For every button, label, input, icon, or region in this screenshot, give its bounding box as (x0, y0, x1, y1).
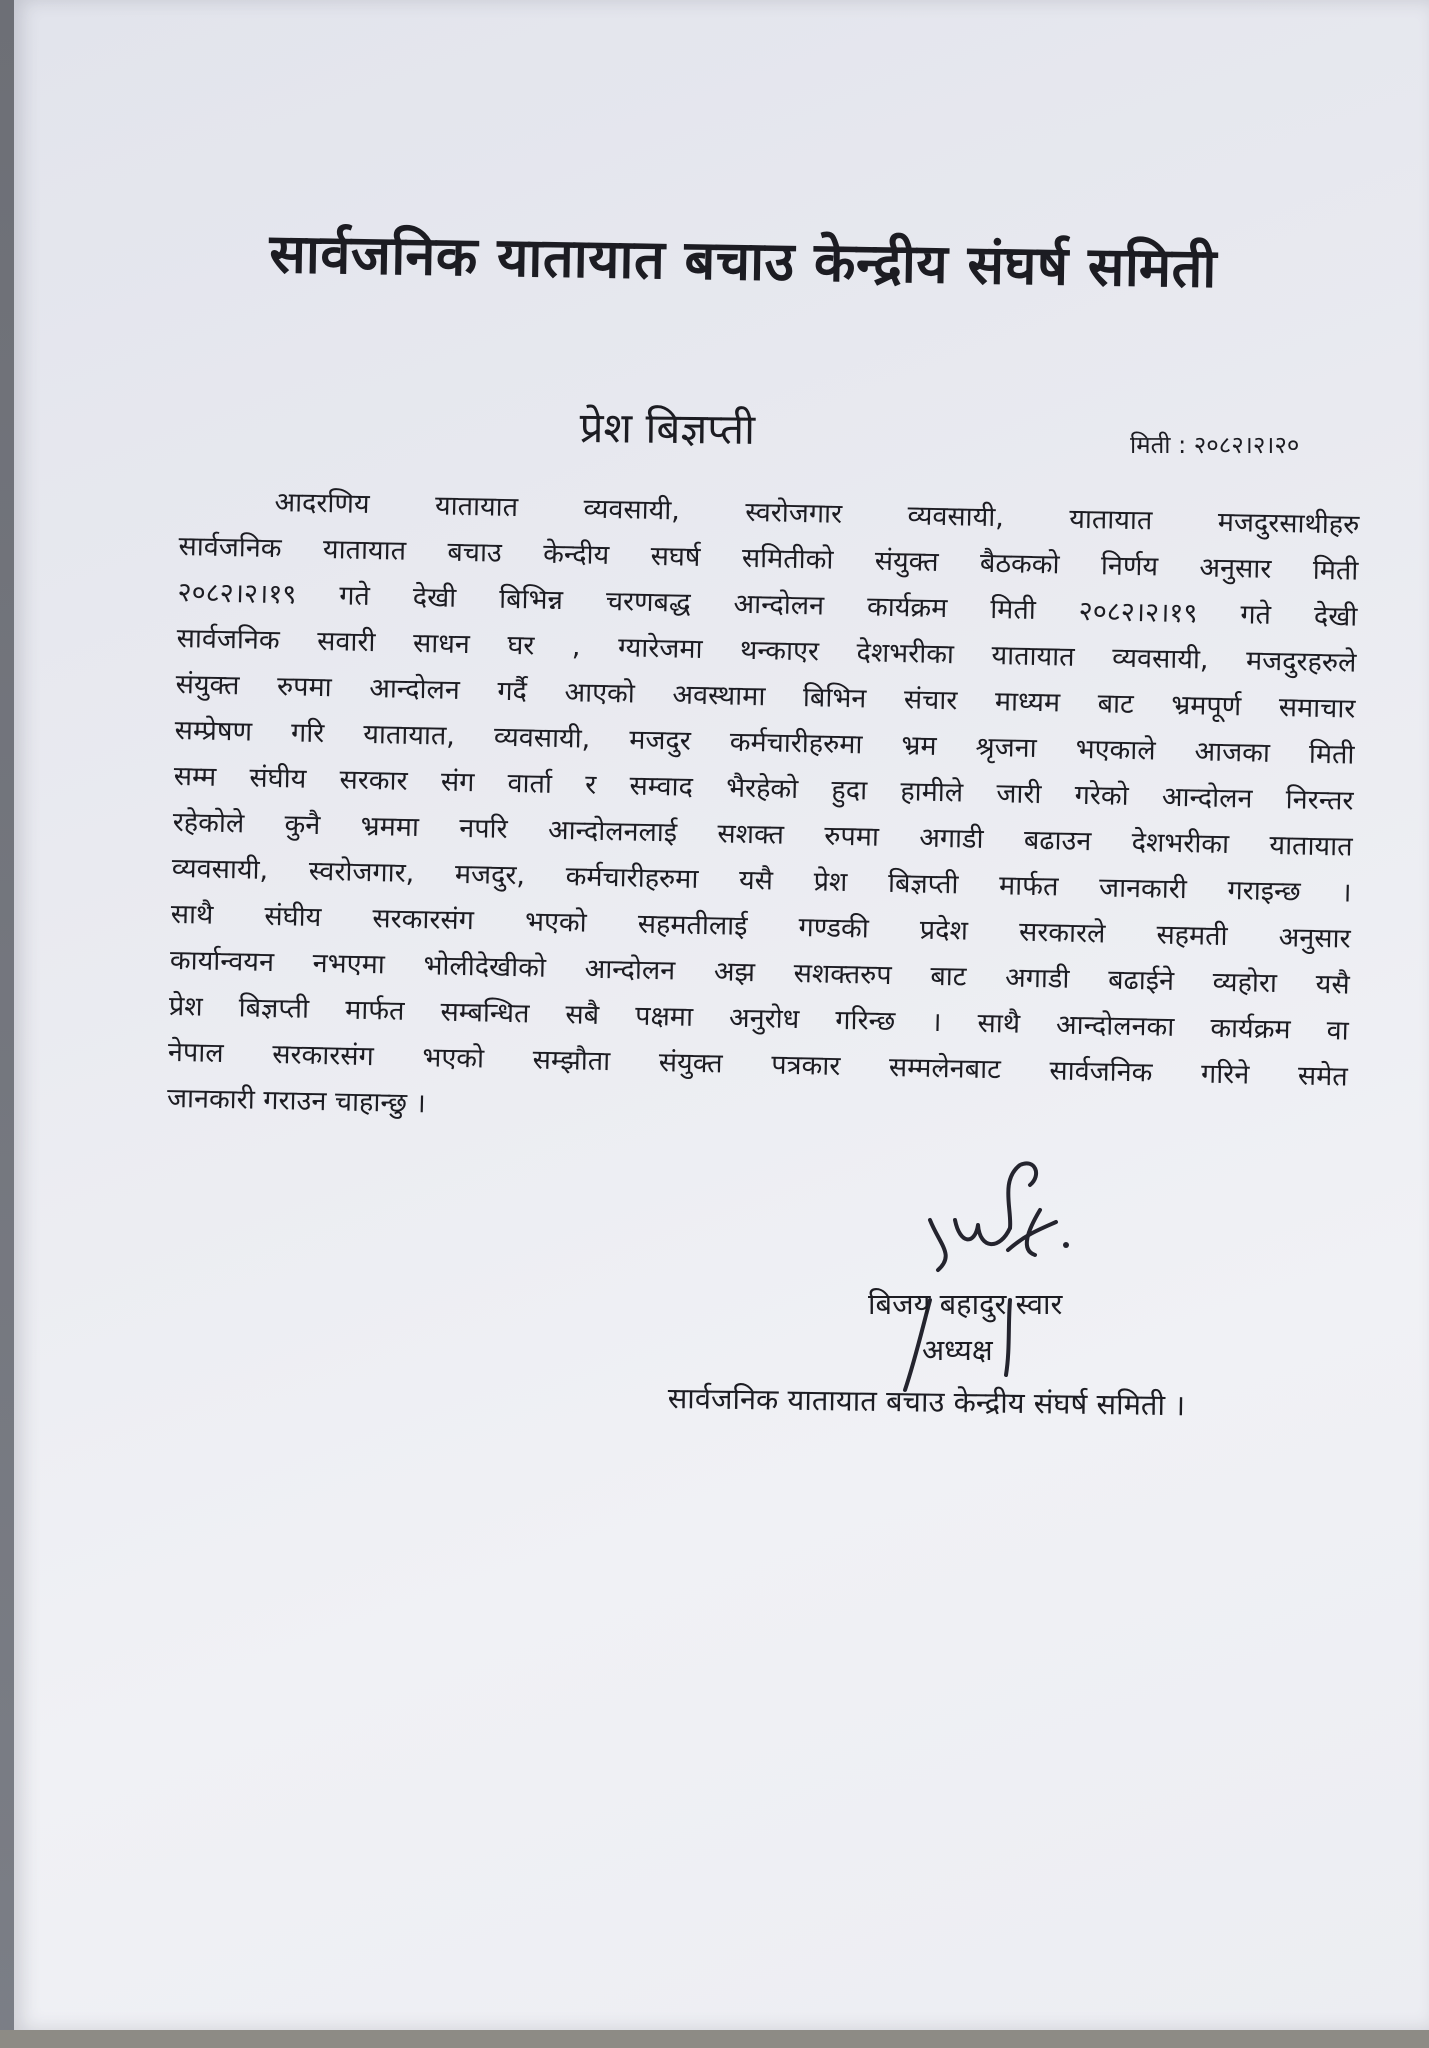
signatory-organization: सार्वजनिक यातायात बचाउ केन्द्रीय संघर्ष समिती । (667, 1380, 1186, 1423)
body-line: प्रेश बिज्ञप्ती मार्फत सम्बन्धित सबै पक्षमा अनुरोध गरिन्छ । साथै आन्दोलनका कार्यक्रम वा (168, 990, 1349, 1047)
body-line: व्यवसायी, स्वरोजगार, मजदुर, कर्मचारीहरुमा यसै प्रेश बिज्ञप्ती मार्फत जानकारी गराइन्छ । (171, 852, 1352, 909)
body-line: सार्वजनिक सवारी साधन घर , ग्यारेजमा थन्काएर देशभरीका यातायात व्यवसायी, मजदुरहरुले (176, 622, 1357, 679)
signatory-role: अध्यक्ष (922, 1333, 993, 1367)
body-line: सम्प्रेषण गरि यातायात, व्यवसायी, मजदुर कर्मचारीहरुमा भ्रम श्रृजना भएकाले आजका मिती (174, 714, 1355, 771)
body-line: रहेकोले कुनै भ्रममा नपरि आन्दोलनलाई सशक्त रुपमा अगाडी बढाउन देशभरीका यातायात (172, 806, 1353, 863)
table-surface (0, 2030, 1429, 2048)
body-line: सार्वजनिक यातायात बचाउ केन्दीय सघर्ष समितीको संयुक्त बैठकको निर्णय अनुसार मिती (178, 530, 1359, 587)
body-line: २०८२।२।१९ गते देखी बिभिन्न चरणबद्ध आन्दोलन कार्यक्रम मिती २०८२।२।१९ गते देखी (177, 576, 1358, 633)
date-label: मिती : २०८२।२।२० (1130, 431, 1300, 459)
signatory-name: बिजय बहादुर स्वार (868, 1287, 1063, 1321)
body-line: सम्म संघीय सरकार संग वार्ता र सम्वाद भैरहेको हुदा हामीले जारी गरेको आन्दोलन निरन्तर (173, 760, 1354, 817)
organization-heading: सार्वजनिक यातायात बचाउ केन्द्रीय संघर्ष समिती (268, 221, 1218, 300)
press-release-title: प्रेश बिज्ञप्ती (579, 402, 756, 454)
body-line: आदरणिय यातायात व्यवसायी, स्वरोजगार व्यवसायी, यातायात मजदुरसाथीहरु (274, 486, 1360, 541)
press-release-body (167, 478, 1360, 1147)
body-line: साथै संघीय सरकारसंग भएको सहमतीलाई गण्डकी प्रदेश सरकारले सहमती अनुसार (170, 898, 1351, 955)
body-line: नेपाल सरकारसंग भएको सम्झौता संयुक्त पत्रकार सम्मलेनबाट सार्वजनिक गरिने समेत (167, 1036, 1349, 1093)
body-line: जानकारी गराउन चाहान्छु । (166, 1082, 427, 1120)
body-line: संयुक्त रुपमा आन्दोलन गर्दै आएको अवस्थामा बिभिन संचार माध्यम बाट भ्रमपूर्ण समाचार (175, 668, 1356, 725)
body-line: कार्यान्वयन नभएमा भोलीदेखीको आन्दोलन अझ सशक्तरुप बाट अगाडी बढाईने व्यहोरा यसै (169, 944, 1350, 1001)
